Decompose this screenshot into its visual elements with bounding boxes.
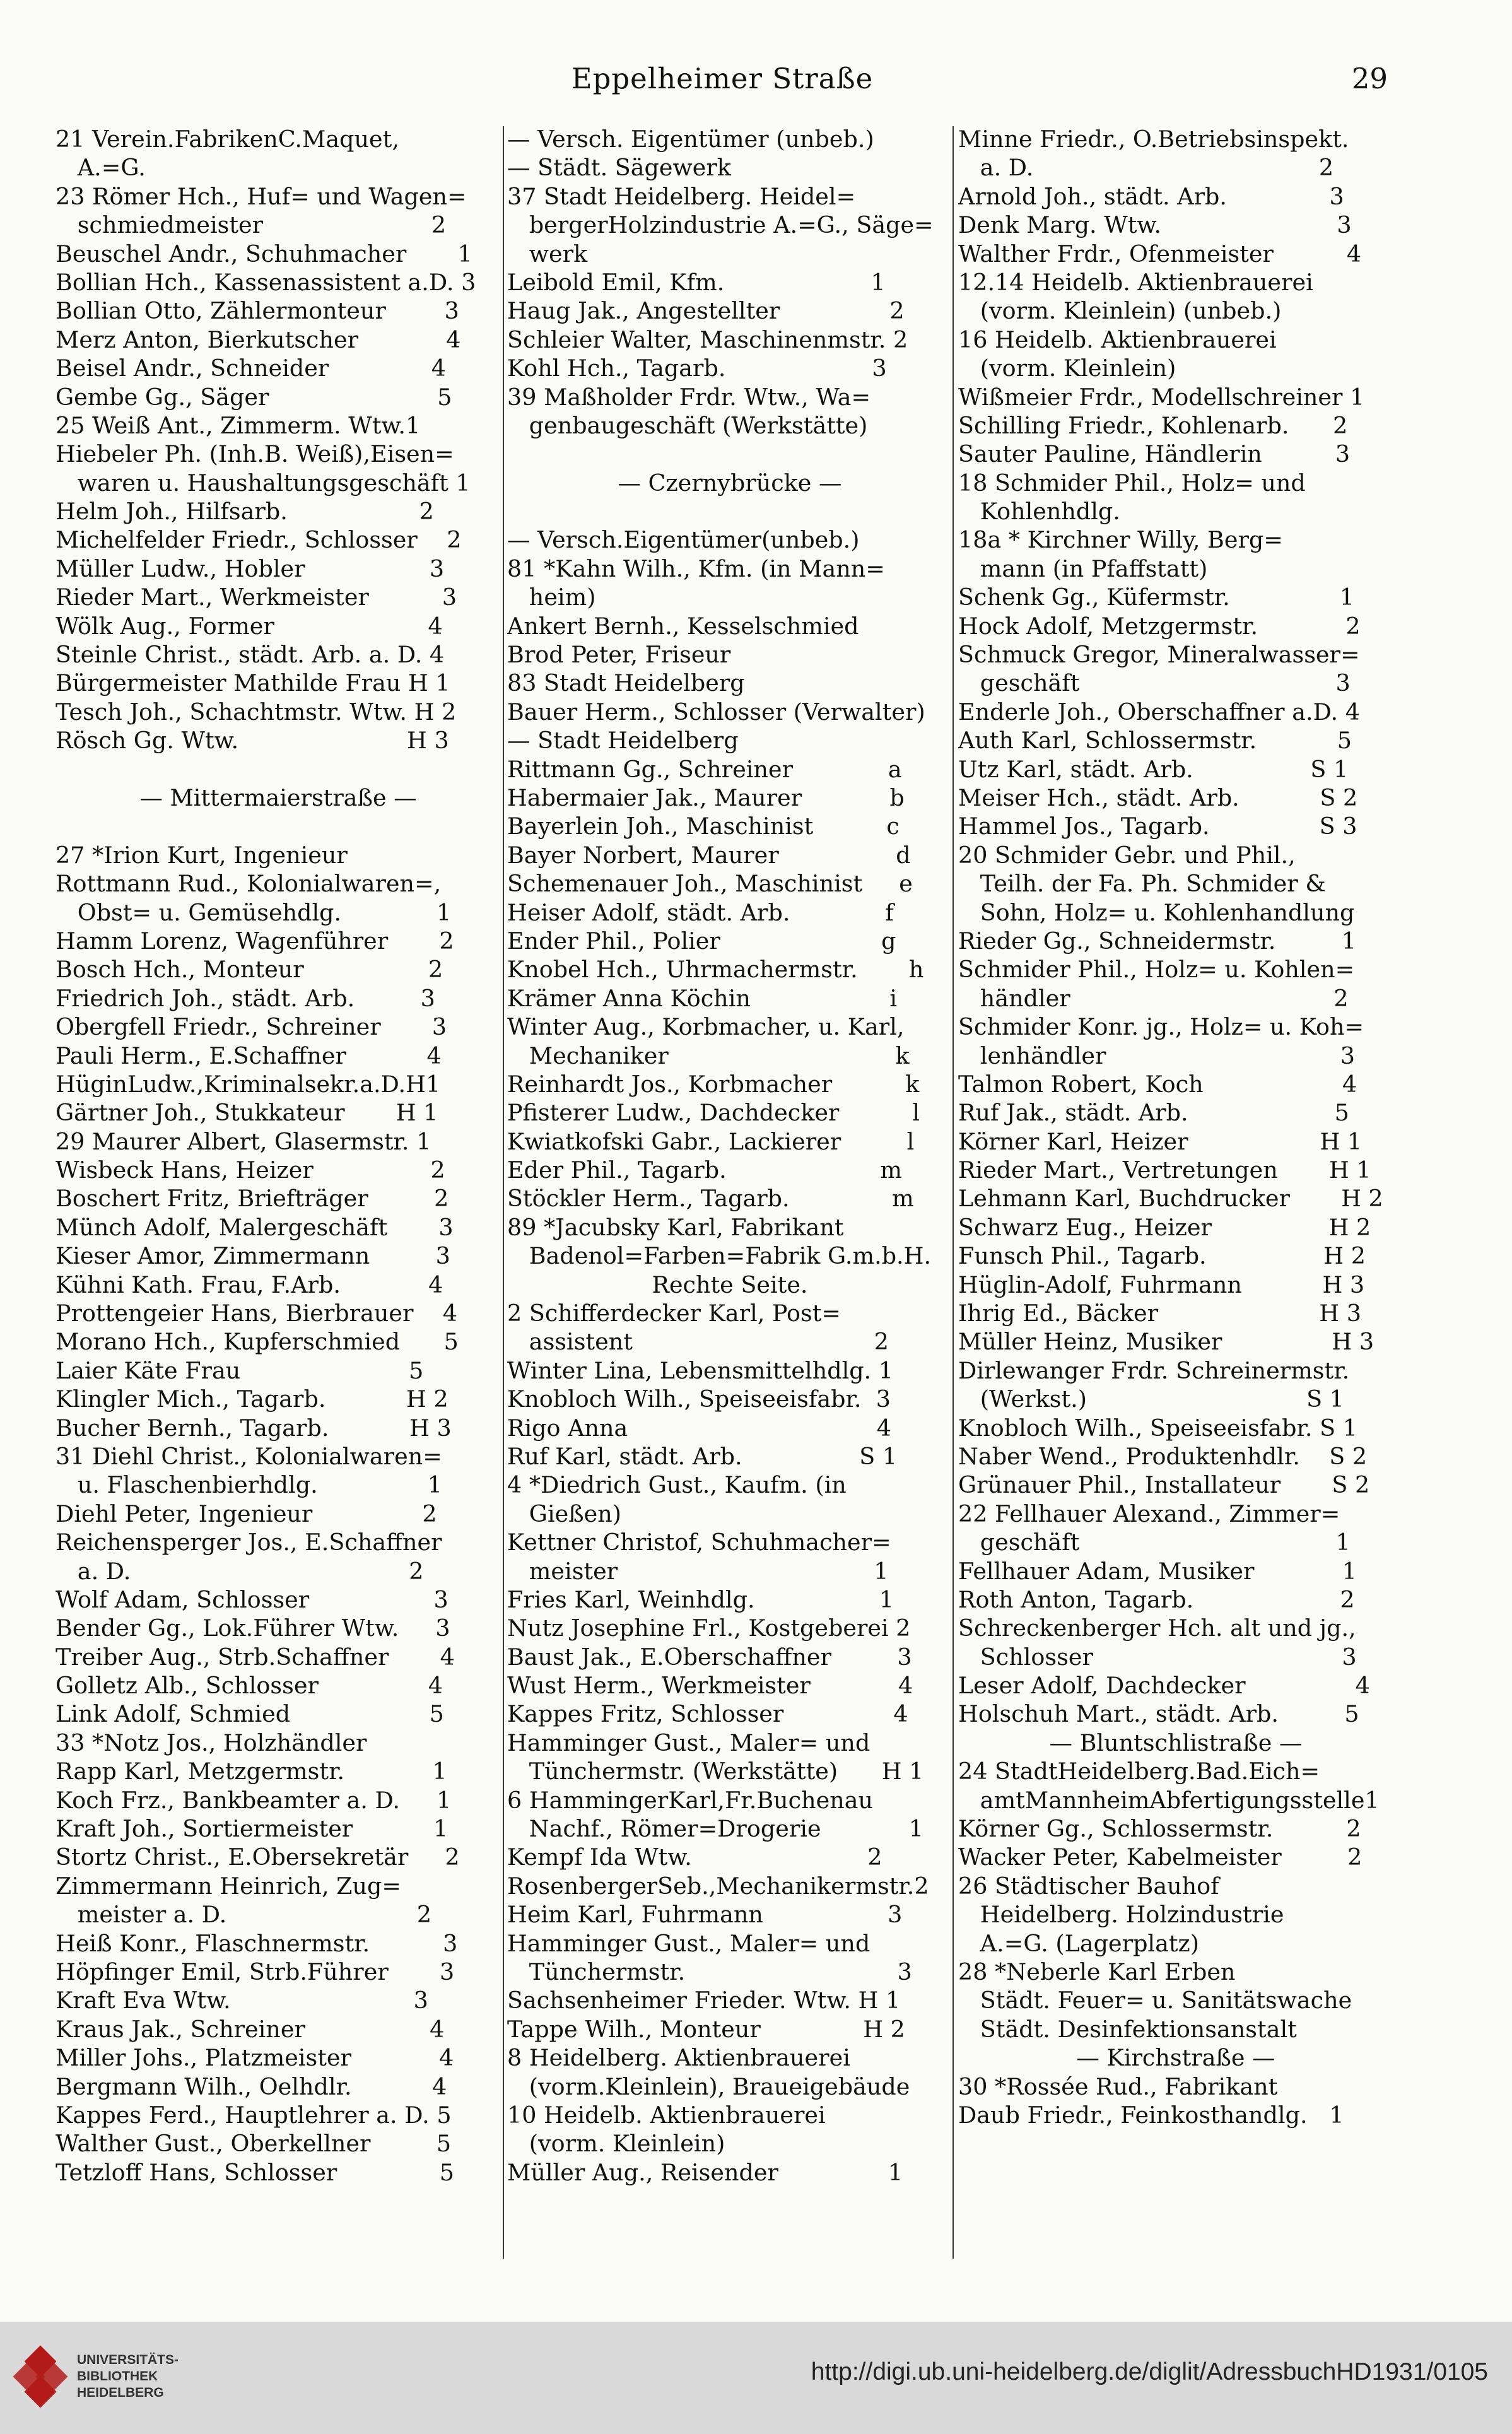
directory-line: 16 Heidelb. Aktienbrauerei — [958, 326, 1277, 353]
directory-line: Boschert Fritz, Briefträger 2 — [56, 1185, 449, 1213]
directory-line: Rottmann Rud., Kolonialwaren=, — [56, 870, 442, 898]
directory-line: Gießen) — [507, 1500, 621, 1527]
library-logo[interactable] — [18, 2350, 179, 2403]
directory-line: Fries Karl, Weinhdlg. 1 — [507, 1585, 894, 1613]
directory-line: Lehmann Karl, Buchdrucker H 2 — [958, 1185, 1383, 1213]
directory-line: 25 Weiß Ant., Zimmerm. Wtw.1 — [56, 411, 421, 439]
directory-line: Helm Joh., Hilfsarb. 2 — [56, 498, 434, 526]
directory-line: Kraft Joh., Sortiermeister 1 — [56, 1815, 448, 1843]
directory-line: Bosch Hch., Monteur 2 — [56, 956, 443, 984]
directory-line: 39 Maßholder Frdr. Wtw., Wa= — [507, 383, 871, 411]
directory-line: (vorm. Kleinlein) — [958, 355, 1176, 382]
directory-line — [507, 440, 952, 468]
directory-line: Sachsenheimer Frieder. Wtw. H 1 — [507, 1987, 901, 2014]
directory-line — [56, 812, 501, 840]
directory-line: — Bluntschlistraße — — [1049, 1729, 1303, 1756]
directory-line: Hamminger Gust., Maler= und — [507, 1929, 870, 1957]
directory-line: Schmider Phil., Holz= u. Kohlen= — [958, 956, 1355, 984]
directory-line: Schlosser 3 — [958, 1643, 1357, 1671]
directory-line: Bollian Hch., Kassenassistent a.D. 3 — [56, 268, 476, 296]
directory-line: Klingler Mich., Tagarb. H 2 — [56, 1385, 448, 1413]
directory-line: bergerHolzindustrie A.=G., Säge= — [507, 211, 934, 239]
directory-line: Obst= u. Gemüsehdlg. 1 — [56, 898, 452, 926]
directory-line: HüginLudw.,Kriminalsekr.a.D.H1 — [56, 1070, 441, 1098]
directory-line: A.=G. — [56, 154, 146, 182]
directory-line: Fellhauer Adam, Musiker 1 — [958, 1557, 1357, 1585]
directory-line: 8 Heidelberg. Aktienbrauerei — [507, 2044, 850, 2072]
directory-line: Pauli Herm., E.Schaffner 4 — [56, 1042, 442, 1069]
directory-line: Wust Herm., Werkmeister 4 — [507, 1672, 913, 1700]
column-divider — [952, 126, 954, 2259]
directory-line: Heiß Konr., Flaschnermstr. 3 — [56, 1929, 458, 1957]
directory-line: genbaugeschäft (Werkstätte) — [507, 411, 868, 439]
directory-line: Bergmann Wilh., Oelhdlr. 4 — [56, 2072, 447, 2100]
directory-line: 31 Diehl Christ., Kolonialwaren= — [56, 1442, 442, 1470]
directory-line: Roth Anton, Tagarb. 2 — [958, 1585, 1355, 1613]
directory-line: Teilh. der Fa. Ph. Schmider & — [958, 870, 1326, 898]
directory-line: Ankert Bernh., Kesselschmied — [507, 612, 859, 640]
directory-line: Bürgermeister Mathilde Frau H 1 — [56, 669, 450, 697]
directory-line: Beuschel Andr., Schuhmacher 1 — [56, 240, 472, 268]
page-header — [57, 62, 1388, 101]
directory-line: 20 Schmider Gebr. und Phil., — [958, 841, 1296, 869]
directory-line: Kwiatkofski Gabr., Lackierer l — [507, 1127, 915, 1155]
directory-line: Naber Wend., Produktenhdlr. S 2 — [958, 1442, 1368, 1470]
directory-line: Treiber Aug., Strb.Schaffner 4 — [56, 1643, 455, 1671]
directory-line: Schmider Konr. jg., Holz= u. Koh= — [958, 1013, 1364, 1041]
directory-line: Zimmermann Heinrich, Zug= — [56, 1872, 401, 1900]
directory-line: Funsch Phil., Tagarb. H 2 — [958, 1242, 1366, 1270]
directory-line: Daub Friedr., Feinkosthandlg. 1 — [958, 2101, 1344, 2129]
directory-line: Müller Ludw., Hobler 3 — [56, 555, 445, 582]
directory-line: Ruf Karl, städt. Arb. S 1 — [507, 1442, 898, 1470]
directory-line: Heidelberg. Holzindustrie — [958, 1901, 1284, 1929]
directory-line — [56, 755, 501, 784]
directory-line: Nutz Josephine Frl., Kostgeberei 2 — [507, 1614, 911, 1642]
directory-line: Walther Gust., Oberkellner 5 — [56, 2130, 452, 2158]
directory-line: Rösch Gg. Wtw. H 3 — [56, 727, 449, 755]
directory-line: 89 *Jacubsky Karl, Fabrikant — [507, 1213, 844, 1241]
directory-line: — Städt. Sägewerk — [507, 154, 731, 182]
directory-line: Grünauer Phil., Installateur S 2 — [958, 1471, 1370, 1499]
directory-line: Müller Heinz, Musiker H 3 — [958, 1328, 1374, 1356]
directory-line: Tappe Wilh., Monteur H 2 — [507, 2015, 905, 2043]
directory-line: Kappes Ferd., Hauptlehrer a. D. 5 — [56, 2101, 452, 2129]
page-number: 29 — [1351, 62, 1388, 95]
directory-line: Mechaniker k — [507, 1042, 910, 1069]
directory-line: waren u. Haushaltungsgeschäft 1 — [56, 469, 471, 497]
directory-line: 4 *Diedrich Gust., Kaufm. (in — [507, 1471, 847, 1499]
directory-line: 21 Verein.FabrikenC.Maquet, — [56, 126, 399, 153]
directory-line: Tetzloff Hans, Schlosser 5 — [56, 2158, 454, 2186]
directory-line: Brod Peter, Friseur — [507, 641, 731, 669]
page-title: Eppelheimer Straße — [571, 62, 874, 95]
directory-line: Leibold Emil, Kfm. 1 — [507, 268, 886, 296]
directory-line: Laier Käte Frau 5 — [56, 1356, 424, 1384]
directory-line: geschäft 3 — [958, 669, 1351, 697]
directory-column-right — [958, 125, 1393, 2129]
directory-line: Holschuh Mart., städt. Arb. 5 — [958, 1700, 1359, 1728]
directory-line: werk — [507, 240, 588, 268]
footer-bar — [0, 2322, 1512, 2434]
directory-line: Winter Lina, Lebensmittelhdlg. 1 — [507, 1356, 894, 1384]
directory-line: assistent 2 — [507, 1328, 889, 1356]
directory-line: Rieder Mart., Werkmeister 3 — [56, 584, 457, 611]
directory-line: Steinle Christ., städt. Arb. a. D. 4 — [56, 641, 445, 669]
directory-line: Gärtner Joh., Stukkateur H 1 — [56, 1099, 438, 1127]
directory-line: Morano Hch., Kupferschmied 5 — [56, 1328, 459, 1356]
directory-line: Kraus Jak., Schreiner 4 — [56, 2015, 445, 2043]
directory-line: 24 StadtHeidelberg.Bad.Eich= — [958, 1758, 1320, 1785]
directory-line: Ender Phil., Polier g — [507, 927, 896, 955]
directory-line: Leser Adolf, Dachdecker 4 — [958, 1672, 1370, 1700]
directory-line: Städt. Desinfektionsanstalt — [958, 2015, 1297, 2043]
directory-line: Knobel Hch., Uhrmachermstr. h — [507, 956, 924, 984]
directory-line: Höpfinger Emil, Strb.Führer 3 — [56, 1958, 455, 1985]
directory-line: Gembe Gg., Säger 5 — [56, 383, 452, 411]
directory-line: Friedrich Joh., städt. Arb. 3 — [56, 984, 435, 1012]
directory-line: a. D. 2 — [56, 1557, 424, 1585]
directory-line: 18 Schmider Phil., Holz= und — [958, 469, 1306, 497]
directory-line: Winter Aug., Korbmacher, u. Karl, — [507, 1013, 905, 1041]
directory-line: schmiedmeister 2 — [56, 211, 447, 239]
directory-line: heim) — [507, 584, 596, 611]
directory-line: Ruf Jak., städt. Arb. 5 — [958, 1099, 1349, 1127]
directory-line: Enderle Joh., Oberschaffner a.D. 4 — [958, 698, 1360, 726]
directory-line: Koch Frz., Bankbeamter a. D. 1 — [56, 1786, 452, 1814]
directory-line: Denk Marg. Wtw. 3 — [958, 211, 1352, 239]
directory-line: Körner Gg., Schlossermstr. 2 — [958, 1815, 1361, 1843]
column-divider — [503, 126, 504, 2259]
directory-line: Körner Karl, Heizer H 1 — [958, 1127, 1363, 1155]
directory-line: 12.14 Heidelb. Aktienbrauerei — [958, 268, 1313, 296]
directory-line: A.=G. (Lagerplatz) — [958, 1929, 1200, 1957]
directory-line: 23 Römer Hch., Huf= und Wagen= — [56, 182, 467, 210]
directory-line: Wacker Peter, Kabelmeister 2 — [958, 1843, 1363, 1871]
directory-line: Bauer Herm., Schlosser (Verwalter) — [507, 698, 925, 726]
directory-line: Wolf Adam, Schlosser 3 — [56, 1585, 448, 1613]
directory-line: Nachf., Römer=Drogerie 1 — [507, 1815, 923, 1843]
directory-line: (vorm.Kleinlein), Braueigebäude — [507, 2072, 910, 2100]
directory-line: 18a * Kirchner Willy, Berg= — [958, 526, 1283, 554]
directory-line: Ihrig Ed., Bäcker H 3 — [958, 1300, 1361, 1327]
directory-line: Hock Adolf, Metzgermstr. 2 — [958, 612, 1361, 640]
directory-line: Heim Karl, Fuhrmann 3 — [507, 1901, 903, 1929]
directory-line: mann (in Pfaffstatt) — [958, 555, 1208, 582]
directory-line: 30 *Rossée Rud., Fabrikant — [958, 2072, 1278, 2100]
directory-line: geschäft 1 — [958, 1529, 1351, 1556]
directory-line: Utz Karl, städt. Arb. S 1 — [958, 755, 1349, 783]
directory-line: Schreckenberger Hch. alt und jg., — [958, 1614, 1356, 1642]
directory-line: Kettner Christof, Schuhmacher= — [507, 1529, 891, 1556]
directory-line: Städt. Feuer= u. Sanitätswache — [958, 1987, 1352, 2014]
directory-line: meister a. D. 2 — [56, 1901, 432, 1929]
directory-line: 83 Stadt Heidelberg — [507, 669, 745, 697]
source-url-link[interactable]: http://digi.ub.uni-heidelberg.de/diglit/AdressbuchHD1931/0105 — [811, 2358, 1488, 2385]
directory-line: — Stadt Heidelberg — [507, 727, 739, 755]
directory-line: Hammel Jos., Tagarb. S 3 — [958, 813, 1357, 840]
library-logo-icon — [18, 2350, 64, 2403]
directory-line: u. Flaschenbierhdlg. 1 — [56, 1471, 442, 1499]
directory-line: Walther Frdr., Ofenmeister 4 — [958, 240, 1362, 268]
directory-line: Kempf Ida Wtw. 2 — [507, 1843, 882, 1871]
directory-line: 33 *Notz Jos., Holzhändler — [56, 1729, 367, 1756]
directory-line: Schleier Walter, Maschinenmstr. 2 — [507, 326, 908, 353]
directory-line: Michelfelder Friedr., Schlosser 2 — [56, 526, 462, 554]
directory-line: 26 Städtischer Bauhof — [958, 1872, 1219, 1900]
directory-line: a. D. 2 — [958, 154, 1334, 182]
directory-line: 29 Maurer Albert, Glasermstr. 1 — [56, 1127, 431, 1155]
directory-line: Reinhardt Jos., Korbmacher k — [507, 1070, 920, 1098]
directory-line: Bollian Otto, Zählermonteur 3 — [56, 297, 459, 325]
directory-column-middle — [507, 125, 952, 2187]
directory-line: Bender Gg., Lok.Führer Wtw. 3 — [56, 1614, 450, 1642]
directory-line: Wisbeck Hans, Heizer 2 — [56, 1156, 445, 1184]
directory-line: 6 HammingerKarl,Fr.Buchenau — [507, 1786, 874, 1814]
directory-line: 37 Stadt Heidelberg. Heidel= — [507, 182, 856, 210]
directory-line: Schwarz Eug., Heizer H 2 — [958, 1213, 1371, 1241]
directory-line: Dirlewanger Frdr. Schreinermstr. — [958, 1356, 1350, 1384]
directory-line: — Mittermaierstraße — — [139, 784, 417, 811]
directory-line: Talmon Robert, Koch 4 — [958, 1070, 1357, 1098]
directory-line: Krämer Anna Köchin i — [507, 984, 897, 1012]
directory-line: Schilling Friedr., Kohlenarb. 2 — [958, 411, 1348, 439]
directory-line: Schenk Gg., Küfermstr. 1 — [958, 584, 1354, 611]
directory-line: Eder Phil., Tagarb. m — [507, 1156, 902, 1184]
directory-line: Knobloch Wilh., Speiseeisfabr. S 1 — [958, 1414, 1357, 1442]
directory-line: Rigo Anna 4 — [507, 1414, 891, 1442]
directory-line: 2 Schifferdecker Karl, Post= — [507, 1300, 841, 1327]
directory-line: Kohl Hch., Tagarb. 3 — [507, 355, 887, 382]
directory-line: Hüglin-Adolf, Fuhrmann H 3 — [958, 1271, 1365, 1298]
directory-line: Baust Jak., E.Oberschaffner 3 — [507, 1643, 912, 1671]
directory-line: Heiser Adolf, städt. Arb. f — [507, 898, 894, 926]
directory-line: 28 *Neberle Karl Erben — [958, 1958, 1236, 1985]
directory-line: Kohlenhdlg. — [958, 498, 1120, 526]
directory-line: Müller Aug., Reisender 1 — [507, 2158, 903, 2186]
directory-line: Bucher Bernh., Tagarb. H 3 — [56, 1414, 452, 1442]
directory-line: Hamm Lorenz, Wagenführer 2 — [56, 927, 454, 955]
directory-line: Tünchermstr. 3 — [507, 1958, 912, 1985]
directory-line: 27 *Irion Kurt, Ingenieur — [56, 841, 348, 869]
directory-line: Obergfell Friedr., Schreiner 3 — [56, 1013, 447, 1041]
directory-line: (vorm. Kleinlein) — [507, 2130, 725, 2158]
directory-line: Hamminger Gust., Maler= und — [507, 1729, 870, 1756]
directory-line: lenhändler 3 — [958, 1042, 1355, 1069]
directory-line: Schemenauer Joh., Maschinist e — [507, 870, 913, 898]
directory-line: — Kirchstraße — — [1076, 2044, 1275, 2072]
directory-line: — Czernybrücke — — [618, 469, 842, 497]
directory-line: Rittmann Gg., Schreiner a — [507, 755, 902, 783]
library-logo-text: UNIVERSITÄTS- BIBLIOTHEK HEIDELBERG — [77, 2353, 179, 2400]
directory-line: 22 Fellhauer Alexand., Zimmer= — [958, 1500, 1340, 1527]
directory-line: Pfisterer Ludw., Dachdecker l — [507, 1099, 920, 1127]
directory-line: Meiser Hch., städt. Arb. S 2 — [958, 784, 1358, 811]
directory-line: Münch Adolf, Malergeschäft 3 — [56, 1213, 454, 1241]
directory-line: Rapp Karl, Metzgermstr. 1 — [56, 1758, 447, 1785]
directory-line: Bayerlein Joh., Maschinist c — [507, 813, 900, 840]
directory-line: amtMannheimAbfertigungsstelle1 — [958, 1786, 1380, 1814]
directory-line: Link Adolf, Schmied 5 — [56, 1700, 444, 1728]
directory-line — [507, 497, 952, 526]
directory-line: Tünchermstr. (Werkstätte) H 1 — [507, 1758, 924, 1785]
directory-line: (Werkst.) S 1 — [958, 1385, 1344, 1413]
directory-line: Badenol=Farben=Fabrik G.m.b.H. — [507, 1242, 932, 1270]
directory-column-left — [56, 125, 501, 2187]
directory-line: Wißmeier Frdr., Modellschreiner 1 — [958, 383, 1365, 411]
directory-line: Stortz Christ., E.Obersekretär 2 — [56, 1843, 460, 1871]
directory-line: Arnold Joh., städt. Arb. 3 — [958, 182, 1344, 210]
directory-line: Haug Jak., Angestellter 2 — [507, 297, 905, 325]
directory-line: Habermaier Jak., Maurer b — [507, 784, 905, 811]
directory-line: Minne Friedr., O.Betriebsinspekt. — [958, 126, 1349, 153]
directory-line: — Versch.Eigentümer(unbeb.) — [507, 526, 860, 554]
directory-line: meister 1 — [507, 1557, 889, 1585]
directory-line: Kappes Fritz, Schlosser 4 — [507, 1700, 908, 1728]
directory-line: Rieder Mart., Vertretungen H 1 — [958, 1156, 1371, 1184]
directory-line: — Versch. Eigentümer (unbeb.) — [507, 126, 874, 153]
directory-line: RosenbergerSeb.,Mechanikermstr.2 — [507, 1872, 929, 1900]
directory-line: Rieder Gg., Schneidermstr. 1 — [958, 927, 1356, 955]
directory-line: Kraft Eva Wtw. 3 — [56, 1987, 428, 2014]
directory-line: Rechte Seite. — [652, 1271, 808, 1298]
directory-line: Hiebeler Ph. (Inh.B. Weiß),Eisen= — [56, 440, 454, 468]
directory-line: Miller Johs., Platzmeister 4 — [56, 2044, 454, 2072]
directory-line: Auth Karl, Schlossermstr. 5 — [958, 727, 1352, 755]
directory-line: Kieser Amor, Zimmermann 3 — [56, 1242, 450, 1270]
directory-line: Stöckler Herm., Tagarb. m — [507, 1185, 914, 1213]
directory-line: Wölk Aug., Former 4 — [56, 612, 443, 640]
directory-line: 81 *Kahn Wilh., Kfm. (in Mann= — [507, 555, 885, 582]
directory-line: 10 Heidelb. Aktienbrauerei — [507, 2101, 826, 2129]
directory-line: Bayer Norbert, Maurer d — [507, 841, 911, 869]
directory-line: Sauter Pauline, Händlerin 3 — [958, 440, 1351, 468]
directory-line: Kühni Kath. Frau, F.Arb. 4 — [56, 1271, 443, 1298]
directory-line: Golletz Alb., Schlosser 4 — [56, 1672, 443, 1700]
directory-line: Reichensperger Jos., E.Schaffner — [56, 1529, 442, 1556]
directory-line: Prottengeier Hans, Bierbrauer 4 — [56, 1300, 458, 1327]
directory-line: Knobloch Wilh., Speiseeisfabr. 3 — [507, 1385, 891, 1413]
directory-line: (vorm. Kleinlein) (unbeb.) — [958, 297, 1282, 325]
directory-line: Beisel Andr., Schneider 4 — [56, 355, 446, 382]
directory-line: Diehl Peter, Ingenieur 2 — [56, 1500, 437, 1527]
directory-line: Sohn, Holz= u. Kohlenhandlung — [958, 898, 1355, 926]
directory-line: Schmuck Gregor, Mineralwasser= — [958, 641, 1360, 669]
directory-line: Tesch Joh., Schachtmstr. Wtw. H 2 — [56, 698, 457, 726]
directory-line: händler 2 — [958, 984, 1349, 1012]
directory-line: Merz Anton, Bierkutscher 4 — [56, 326, 461, 353]
